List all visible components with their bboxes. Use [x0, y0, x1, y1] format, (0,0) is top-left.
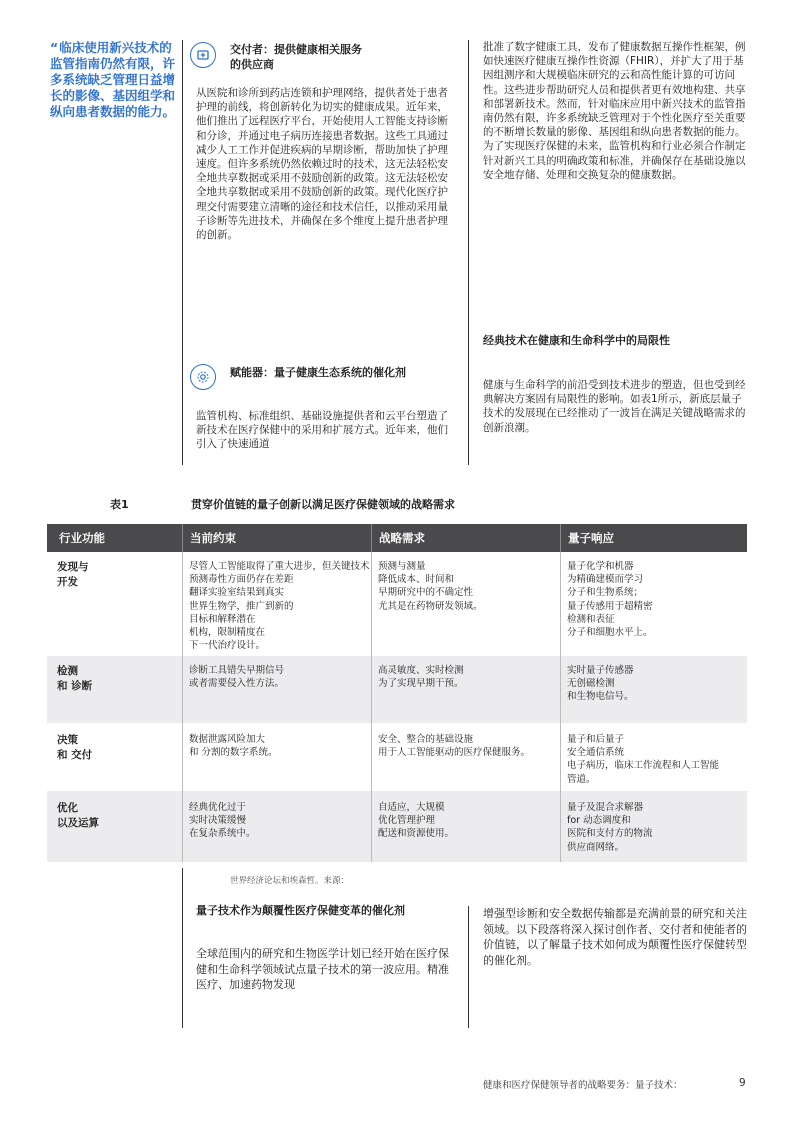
row-response: 实时量子传感器 无创磁检测 和生物电信号。 [567, 665, 634, 703]
table-title: 贯穿价值链的量子创新以满足医疗保健领域的战略需求 [191, 498, 455, 511]
column-rule-left-bottom [182, 868, 183, 1028]
column-divider [182, 656, 183, 723]
deliverers-body: 从医院和诊所到药店连锁和护理网络，提供者处于患者护理的前线，将创新转化为切实的健康成果。近年来，他们推出了远程医疗平台，开始使用人工智能支持诊断和分诊，并通过电子病历连接患者数据。这些工具通过减少人工工作并促进疾病的早期诊断，帮助加快了护理速度。但许多系统仍然依赖过时的技术，这无法轻松安全地共享数据或采用不鼓励创新的政策。这无法轻松安全地共享数据或采用不鼓励创新的政策。现代化医疗护理交付需要建立清晰的途径和技术信任，以推动采用量子诊断等先进技术，并确保在多个维度上提升患者护理的创新。 [196, 87, 448, 242]
ecosystem-icon [190, 364, 216, 390]
quote-mark: “ [50, 40, 59, 55]
table-source: 世界经济论坛和埃森哲。来源： [230, 876, 350, 886]
column-rule-middle-bottom [468, 906, 469, 1028]
header-divider [182, 524, 183, 552]
column-rule-middle [468, 40, 469, 465]
header-constraint: 当前约束 [190, 531, 236, 545]
table-row [47, 723, 747, 791]
header-response: 量子响应 [568, 531, 614, 545]
row-constraint: 数据泄露风险加大 和 分割的数字系统。 [189, 734, 278, 759]
table-row [47, 656, 747, 723]
column-divider [371, 723, 372, 791]
row-response: 量子化学和机器 为精确建模而学习 分子和生物系统； 量子传感用于超精密 检测和表征 分子和细胞水平上。 [567, 561, 653, 639]
row-constraint: 诊断工具错失早期信号 或者需要侵入性方法。 [189, 665, 285, 690]
row-need: 安全、整合的基础设施 用于人工智能驱动的医疗保健服务。 [378, 734, 531, 759]
medical-service-icon [190, 42, 216, 68]
column-divider [371, 552, 372, 656]
enablers-body: 监管机构、标准组织、基础设施提供者和云平台塑造了新技术在医疗保健中的采用和扩展方式。近年来，他们引入了快速通道 [196, 410, 448, 451]
column-divider [182, 723, 183, 791]
classical-limits-body: 健康与生命科学的前沿受到技术进步的塑造，但也受到经典解决方案固有局限性的影响。如表1所示，新底层量子技术的发展现在已经推动了一波旨在满足关键战略需求的创新浪潮。 [483, 379, 746, 434]
row-need: 自适应，大规模 优化管理护理 配送和资源使用。 [378, 802, 455, 840]
table-row [47, 791, 747, 862]
header-divider [560, 524, 561, 552]
row-need: 高灵敏度、实时检测 为了实现早期干预。 [378, 665, 464, 690]
table-row [47, 552, 747, 656]
column-divider [560, 791, 561, 862]
header-function: 行业功能 [59, 531, 105, 545]
table-header [47, 524, 747, 552]
row-function: 检测 和 诊断 [57, 665, 93, 692]
column-divider [182, 552, 183, 656]
deliverers-title: 交付者：提供健康相关服务 的供应商 [230, 43, 362, 71]
column-divider [182, 791, 183, 862]
row-constraint: 经典优化过于 实时决策缓慢 在复杂系统中。 [189, 802, 256, 840]
row-function: 优化 以及运算 [57, 802, 99, 829]
row-function: 发现与 开发 [57, 561, 89, 588]
value-chain-body: 增强型诊断和安全数据传输都是充满前景的研究和关注领域。以下段落将深入探讨创作者、交付者和使能者的价值链，以了解量子技术如何成为颠覆性医疗保健转型的催化剂。 [483, 907, 747, 967]
header-divider [371, 524, 372, 552]
pull-quote-text: 临床使用新兴技术的监管指南仍然有限，许多系统缺乏管理日益增长的影像、基因组学和纵向患者数据的能力。 [50, 40, 176, 119]
row-constraint: 尽管人工智能取得了重大进步，但关键技术 预测毒性方面仍存在差距 翻译实验室结果到真实 世界生物学，推广到新的 目标和解释潜在 机构，限制精度在 下一代治疗设计。 [189, 561, 370, 652]
enablers-title: 赋能器：量子健康生态系统的催化剂 [230, 366, 406, 379]
column-rule-left [182, 40, 183, 465]
row-response: 量子及混合求解器 for 动态调度和 医院和支付方的物流 供应商网络。 [567, 802, 653, 853]
row-response: 量子和后量子 安全通信系统 电子病历，临床工作流程和人工智能 管道。 [567, 734, 720, 785]
column-divider [560, 656, 561, 723]
column-divider [560, 552, 561, 656]
header-need: 战略需求 [379, 531, 425, 545]
quantum-catalyst-title: 量子技术作为颠覆性医疗保健变革的催化剂 [196, 904, 405, 917]
regulation-body: 批准了数字健康工具，发布了健康数据互操作性框架，例如快速医疗健康互操作性资源（FHIR），并扩大了用于基因组测序和大规模临床研究的云和高性能计算的可访问性。这些进步帮助研究人员和提供者更有效地构建、共享和部署新技术。然而，针对临床应用中新兴技术的监管指南仍然有限，许多系统缺乏管理对于个性化医疗至关重要的不断增长数量的影像、基因组和纵向患者数据的能力。为了实现医疗保健的未来，监管机构和行业必须合作制定针对新兴工具的明确政策和标准，并确保存在基础设施以安全地存储、处理和交换复杂的健康数据。 [483, 41, 746, 181]
column-divider [371, 791, 372, 862]
row-need: 预测与测量 降低成本、时间和 早期研究中的不确定性 尤其是在药物研发领域。 [378, 561, 483, 612]
classical-limits-title: 经典技术在健康和生命科学中的局限性 [483, 334, 670, 347]
page-number: 9 [739, 1077, 746, 1089]
footer-title: 健康和医疗保健领导者的战略要务：量子技术： [483, 1080, 683, 1091]
row-function: 决策 和 交付 [57, 734, 93, 761]
column-divider [371, 656, 372, 723]
table-label: 表1 [110, 498, 129, 511]
quantum-catalyst-body: 全球范围内的研究和生物医学计划已经开始在医疗保健和生命科学领域试点量子技术的第一波应用。精准医疗、加速药物发现 [196, 947, 449, 991]
column-divider [560, 723, 561, 791]
pull-quote [50, 40, 182, 120]
